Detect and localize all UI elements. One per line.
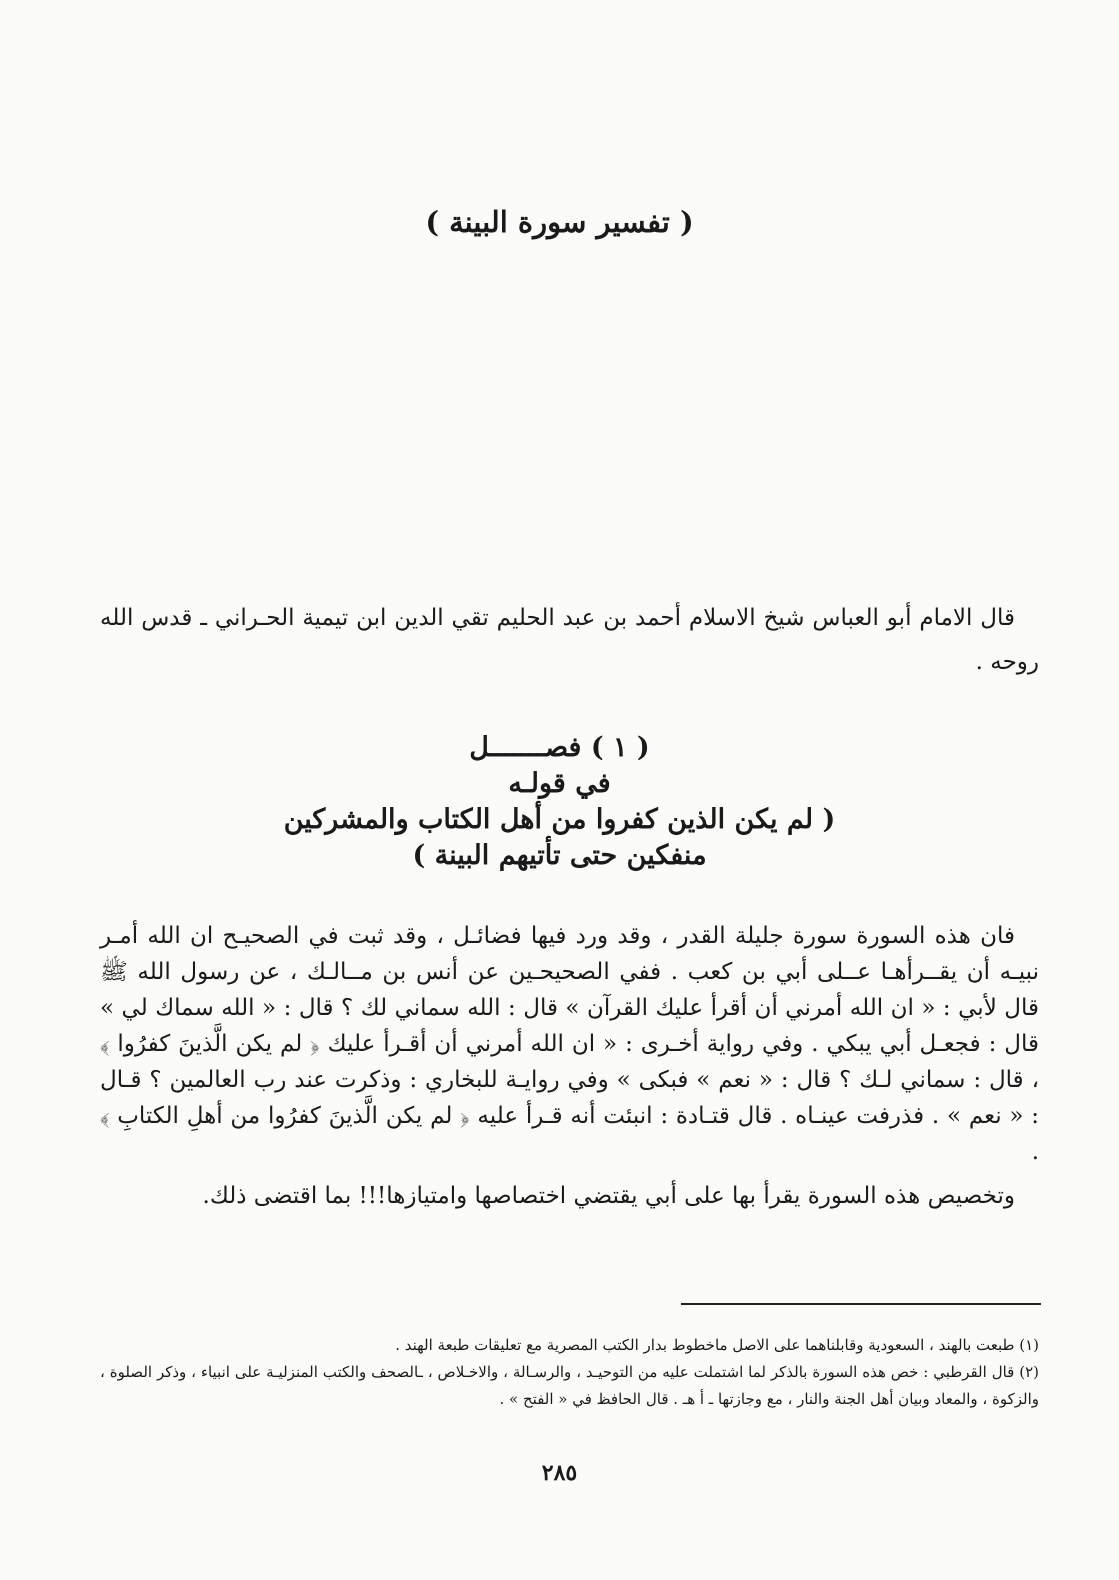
footnote-1: (١) طبعت بالهند ، السعودية وقابلناهما على الاصل ماخطوط بدار الكتب المصرية مع تعليقات طبعة الهند .: [395, 1336, 1039, 1354]
intro-paragraph: [100, 596, 1039, 684]
footnotes: [100, 1332, 1039, 1413]
section-heading: [120, 730, 999, 874]
section-heading-line-1: ( ١ ) فصـــــــل: [469, 732, 650, 763]
intro-text: قال الامام أبو العباس شيخ الاسلام أحمد بن عبد الحليم تقي الدين ابن تيمية الحـراني ـ قدس الله روحه .: [100, 605, 1039, 675]
section-heading-line-2: في قولـه: [508, 768, 611, 799]
section-heading-line-4: منفكين حتى تأتيهم البينة ): [412, 840, 707, 871]
footnote-separator: [681, 1303, 1041, 1305]
body-text: [100, 918, 1039, 1222]
page-title: ( تفسير سورة البينة ): [425, 205, 694, 239]
body-paragraph-1: فان هذه السورة سورة جليلة القدر ، وقد ورد فيها فضائـل ، وقد ثبت في الصحيـح ان الله أمـر نبيـه أن يقــرأهـا عــلى أبي بن كعب . ففي الصحيحـين عن أنس بن مــالـك ، عن رسول الله ﷺ قال لأبي : « ان الله أمرني أن أقرأ عليك القرآن » قال : الله سماني لك ؟ قال : « الله سماك لي » قال : فجعـل أبي يبكي . وفي رواية أخـرى : « ان الله أمرني أن أقـرأ عليك ﴿ لم يكن الَّذينَ كفرُوا ﴾ ، قال : سماني لـك ؟ قال : « نعم » فبكى » وفي روايـة للبخاري : وذكرت عند رب العالمين ؟ قـال : « نعم » . فذرفت عينـاه . قال قتـادة : انبئت أنه قـرأ عليه ﴿ لم يكن الَّذينَ كفرُوا من أهلِ الكتابِ ﴾ .: [100, 923, 1039, 1165]
footnote-2: (٢) قال القرطبي : خص هذه السورة بالذكر لما اشتملت عليه من التوحيـد ، والرسـالة ، والاخـلاص ، ـالصحف والكتب المنزليـة على انبياء ، وذكر الصلوة ، والزكوة ، والمعاد وبيان أهل الجنة والنار ، مع وجازتها ـ أ هـ . قال الحافظ في « الفتح » .: [100, 1363, 1039, 1408]
page-number: ٢٨٥: [541, 1460, 578, 1486]
section-heading-line-3: ( لم يكن الذين كفروا من أهل الكتاب والمشركين: [283, 804, 836, 835]
body-paragraph-2: وتخصيص هذه السورة يقرأ بها على أبي يقتضي اختصاصها وامتيازها!!! بما اقتضى ذلك.: [202, 1183, 1015, 1209]
